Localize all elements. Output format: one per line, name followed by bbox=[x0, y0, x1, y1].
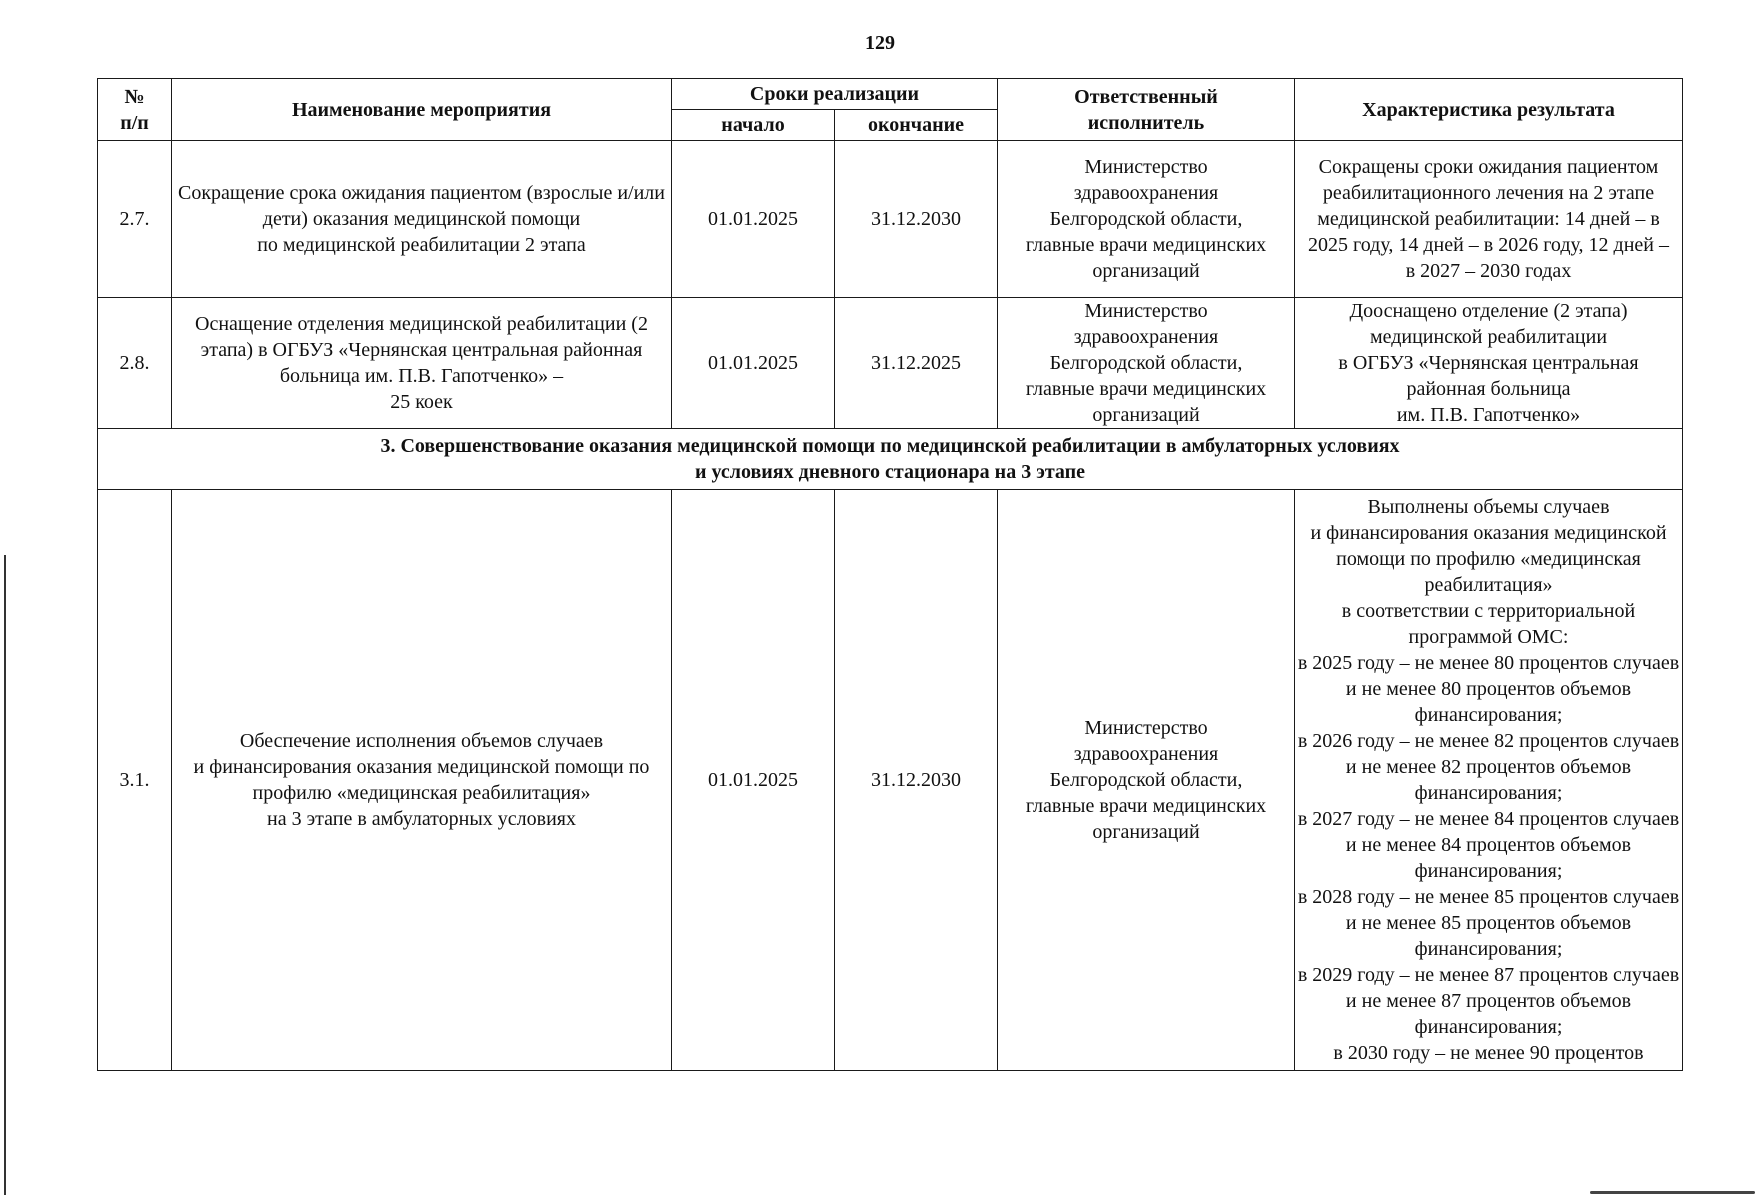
row-end: 31.12.2030 bbox=[835, 141, 998, 298]
section-heading: 3. Совершенствование оказания медицинской помощи по медицинской реабилитации в амбулаторных условиях и условиях дневного стационара на 3 этапе bbox=[98, 429, 1683, 490]
row-responsible: Министерство здравоохранения Белгородской области, главные врачи медицинских организаций bbox=[998, 490, 1295, 1071]
row-name: Оснащение отделения медицинской реабилитации (2 этапа) в ОГБУЗ «Чернянская центральная районная больница им. П.В. Гапотченко» – 25 коек bbox=[172, 298, 672, 429]
row-num: 2.8. bbox=[98, 298, 172, 429]
row-responsible: Министерство здравоохранения Белгородской области, главные врачи медицинских организаций bbox=[998, 298, 1295, 429]
row-name: Обеспечение исполнения объемов случаев и финансирования оказания медицинской помощи по профилю «медицинская реабилитация» на 3 этапе в амбулаторных условиях bbox=[172, 490, 672, 1071]
header-num: № п/п bbox=[98, 79, 172, 141]
measures-table bbox=[97, 78, 1683, 1071]
page-number: 129 bbox=[865, 32, 895, 54]
scan-edge-line bbox=[4, 555, 6, 1195]
row-result: Дооснащено отделение (2 этапа) медицинской реабилитации в ОГБУЗ «Чернянская центральная районная больница им. П.В. Гапотченко» bbox=[1295, 298, 1683, 429]
header-end: окончание bbox=[835, 110, 998, 141]
row-start: 01.01.2025 bbox=[672, 490, 835, 1071]
header-start: начало bbox=[672, 110, 835, 141]
row-end: 31.12.2025 bbox=[835, 298, 998, 429]
header-name: Наименование мероприятия bbox=[172, 79, 672, 141]
row-result: Выполнены объемы случаев и финансирования оказания медицинской помощи по профилю «медицинская реабилитация» в соответствии с территориальной программой ОМС: в 2025 году – не менее 80 процентов случаев и не менее 80 процентов объемов финансирования; в 2026 году – не менее 82 процентов случаев и не менее 82 процентов объемов финансирования; в 2027 году – не менее 84 процентов случаев и не менее 84 процентов объемов финансирования; в 2028 году – не менее 85 процентов случаев и не менее 85 процентов объемов финансирования; в 2029 году – не менее 87 процентов случаев и не менее 87 процентов объемов финансирования; в 2030 году – не менее 90 процентов bbox=[1295, 490, 1683, 1071]
scan-smudge bbox=[1590, 1191, 1755, 1194]
row-start: 01.01.2025 bbox=[672, 298, 835, 429]
row-num: 2.7. bbox=[98, 141, 172, 298]
row-num: 3.1. bbox=[98, 490, 172, 1071]
row-end: 31.12.2030 bbox=[835, 490, 998, 1071]
row-responsible: Министерство здравоохранения Белгородской области, главные врачи медицинских организаций bbox=[998, 141, 1295, 298]
table-row bbox=[98, 141, 1683, 298]
table-row bbox=[98, 490, 1683, 1071]
section-heading-row bbox=[98, 429, 1683, 490]
header-result: Характеристика результата bbox=[1295, 79, 1683, 141]
header-responsible: Ответственный исполнитель bbox=[998, 79, 1295, 141]
header-terms: Сроки реализации bbox=[672, 79, 998, 110]
table-header-row bbox=[98, 79, 1683, 110]
table-row bbox=[98, 298, 1683, 429]
row-start: 01.01.2025 bbox=[672, 141, 835, 298]
row-result: Сокращены сроки ожидания пациентом реабилитационного лечения на 2 этапе медицинской реабилитации: 14 дней – в 2025 году, 14 дней – в 2026 году, 12 дней – в 2027 – 2030 годах bbox=[1295, 141, 1683, 298]
row-name: Сокращение срока ожидания пациентом (взрослые и/или дети) оказания медицинской помощи по медицинской реабилитации 2 этапа bbox=[172, 141, 672, 298]
